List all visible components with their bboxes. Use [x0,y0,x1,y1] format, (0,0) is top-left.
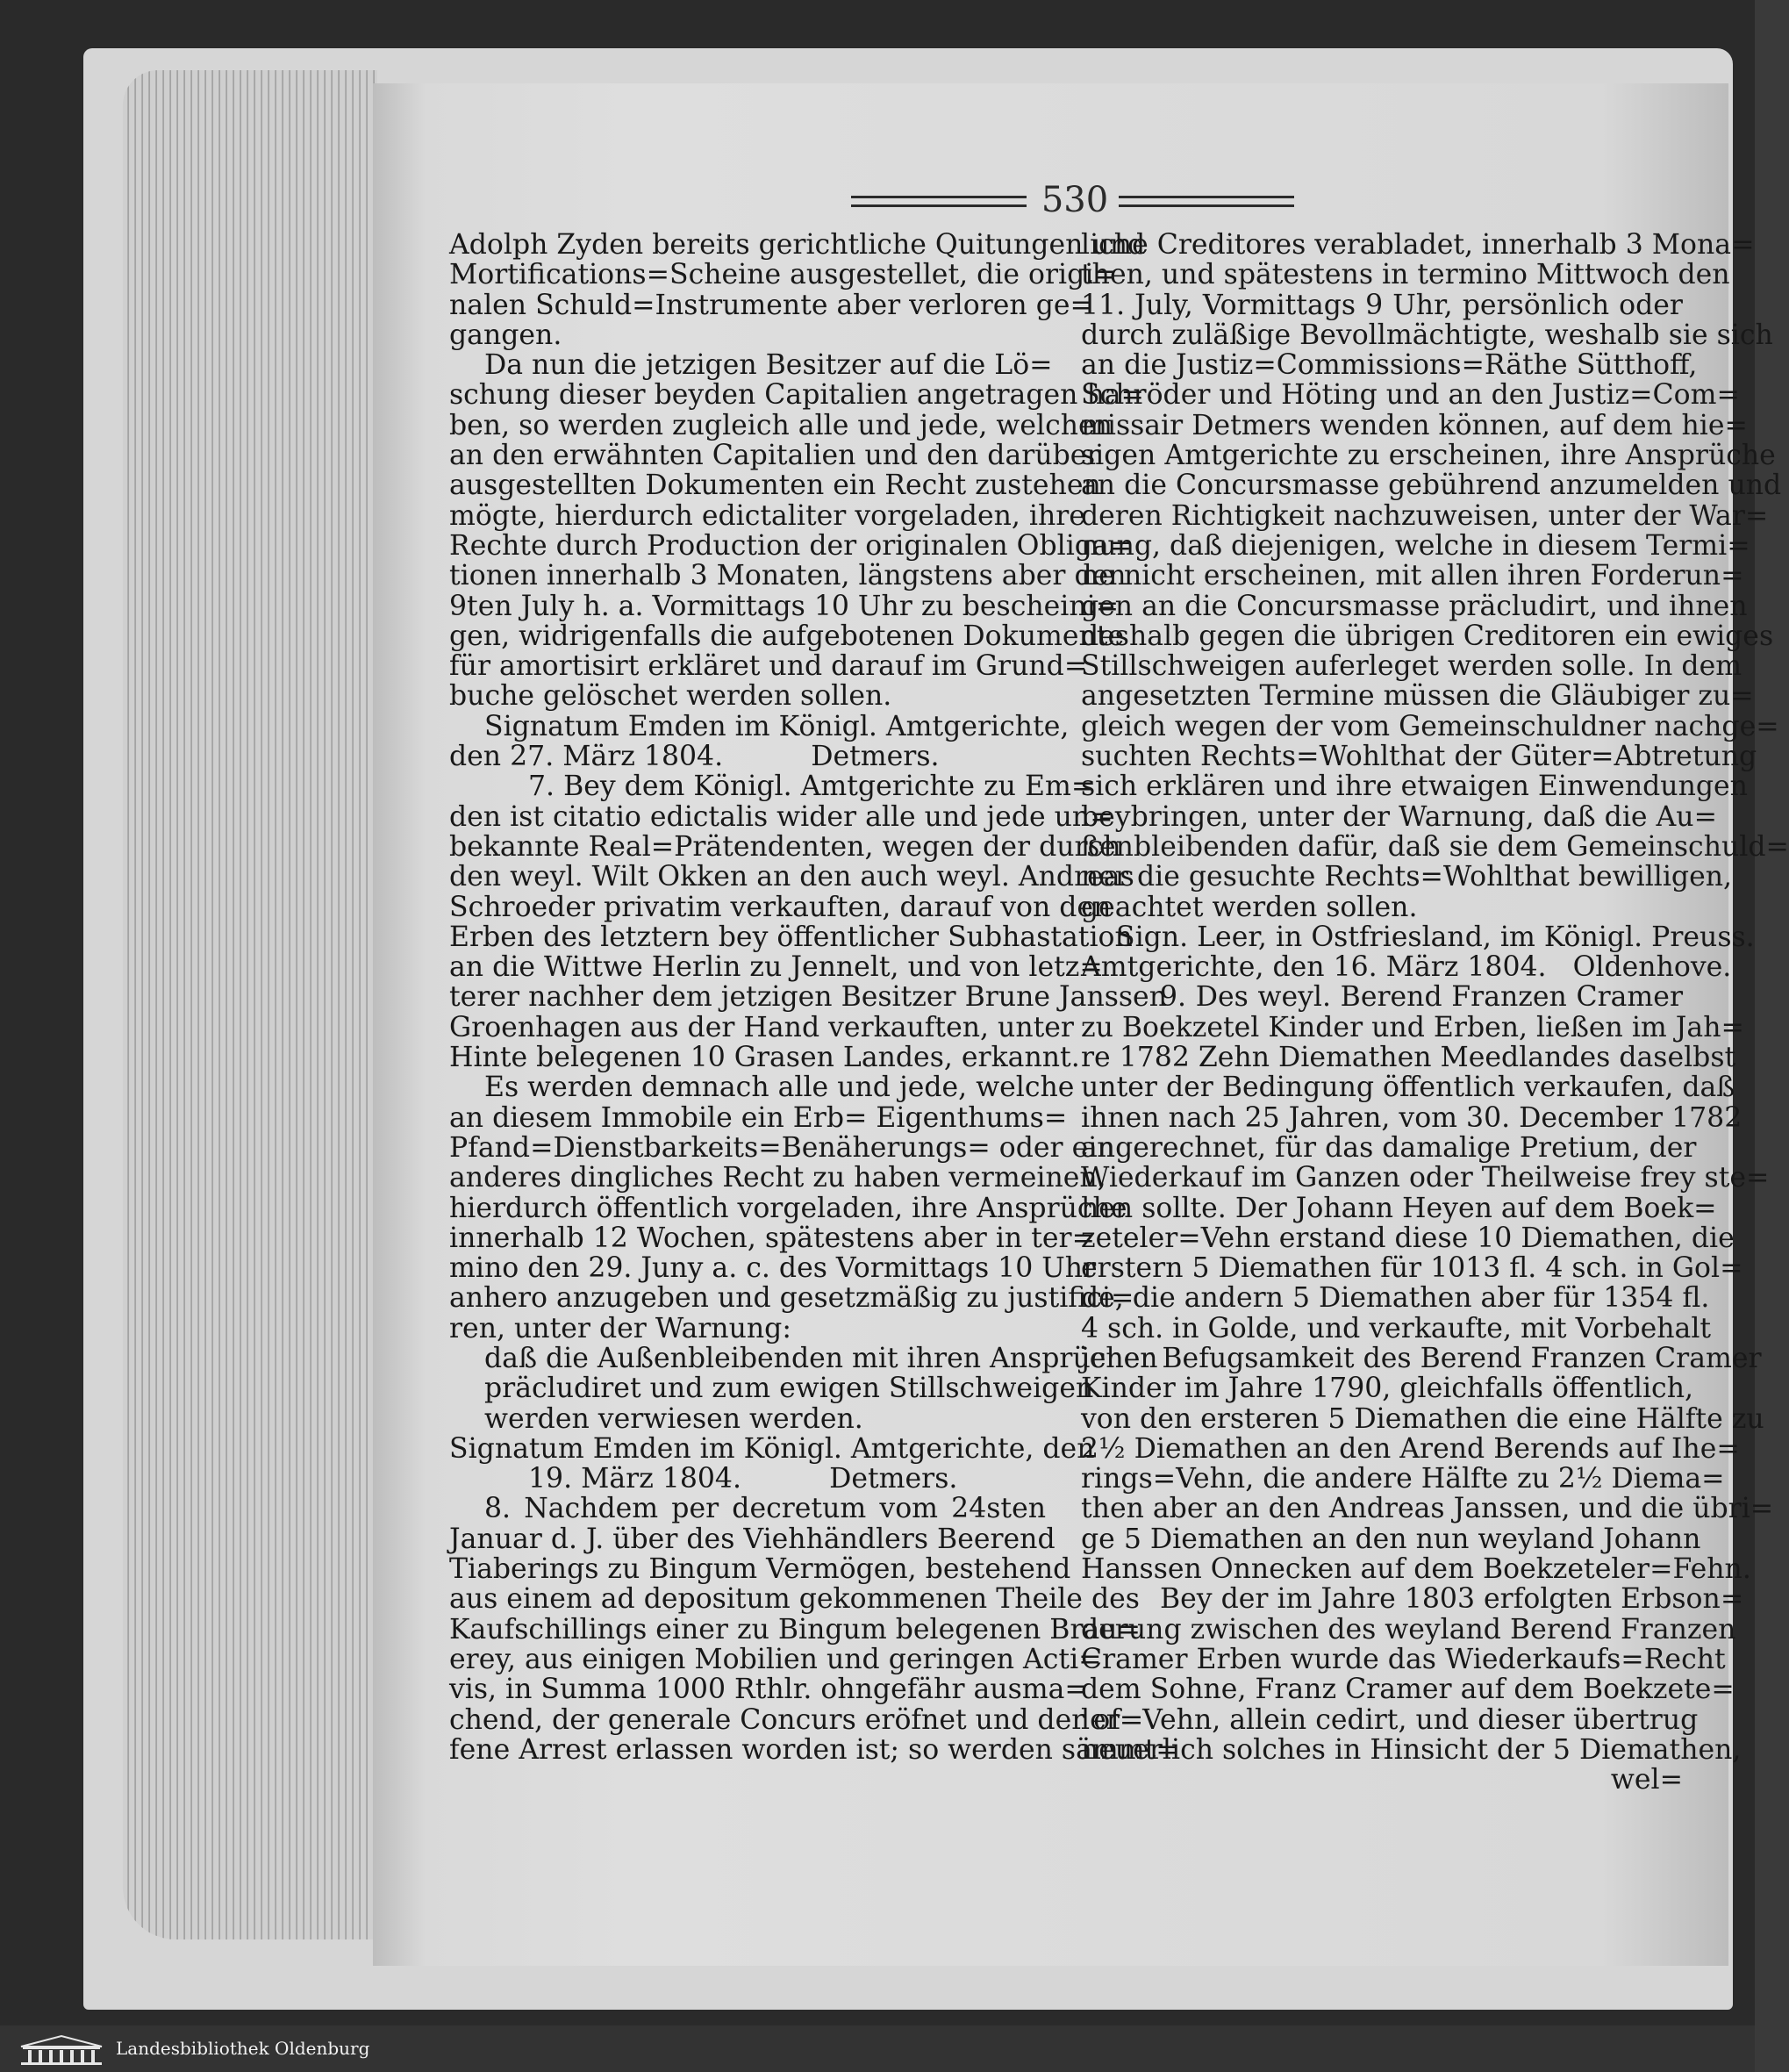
text-line: bekannte Real=Prätendenten, wegen der durch [449,830,1121,863]
text-line: Da nun die jetzigen Besitzer auf die Lö= [484,349,1053,382]
text-line: ßenbleibenden dafür, daß sie dem Gemeinschuld= [1081,830,1789,863]
page-edges [123,70,377,1939]
text-line: anderes dingliches Recht zu haben vermeinen, [449,1162,1106,1194]
text-line: erey, aus einigen Mobilien und geringen Acti= [449,1643,1102,1675]
text-line: aus einem ad depositum gekommenen Theile des [449,1583,1140,1616]
text-line: ne nicht erscheinen, mit allen ihren Forderun= [1081,560,1744,592]
text-line: deren Richtigkeit nachzuweisen, unter der War= [1081,499,1769,532]
text-line: Pfand=Dienstbarkeits=Benäherungs= oder ein [449,1131,1115,1164]
text-line: daß die Außenbleibenden mit ihren Ansprüchen [484,1342,1158,1374]
text-line: werden verwiesen werden. [484,1402,863,1435]
text-line: sigen Amtgerichte zu erscheinen, ihre Ansprüche [1081,440,1776,472]
text-line: für amortisirt erkläret und darauf im Grund= [449,650,1088,683]
text-line: Kinder im Jahre 1790, gleichfalls öffentlich, [1081,1373,1693,1405]
text-line: gen, widrigenfalls die aufgebotenen Dokumente [449,620,1125,652]
text-line: unter der Bedingung öffentlich verkaufen, daß [1081,1072,1735,1104]
text-line: an die Concursmasse gebührend anzumelden und [1081,470,1782,502]
text-line: ler=Vehn, allein cedirt, und dieser übertrug [1081,1703,1699,1736]
page-header [842,180,1299,220]
text-line: de, die andern 5 Diemathen aber für 1354 fl. [1081,1282,1710,1315]
text-line: re 1782 Zehn Diemathen Meedlandes daselbst [1081,1042,1736,1074]
text-line: Stillschweigen auferleget werden solle. In dem [1081,650,1742,683]
signature-line: 19. März 1804. Detmers. [528,1463,958,1495]
text-line: Signatum Emden im Königl. Amtgerichte, den [449,1432,1095,1465]
text-line: Sign. Leer, in Ostfriesland, im Königl. Preuss. [1116,921,1755,953]
text-line: rings=Vehn, die andere Hälfte zu 2½ Diema= [1081,1463,1725,1495]
text-line: tionen innerhalb 3 Monaten, längstens aber den [449,560,1127,592]
text-line: präcludiret und zum ewigen Stillschweigen [484,1373,1094,1405]
text-line: Schröder und Höting und an den Justiz=Com= [1081,379,1740,412]
text-line: an die Wittwe Herlin zu Jennelt, und von letz= [449,951,1103,984]
text-line: liche Creditores verabladet, innerhalb 3 Mona= [1081,229,1755,261]
text-line: hierdurch öffentlich vorgeladen, ihre Ansprüche [449,1192,1127,1224]
text-line: durch zuläßige Bevollmächtigte, weshalb sie sich [1081,319,1773,351]
text-line: ren, unter der Warnung: [449,1312,791,1344]
text-line: 4 sch. in Golde, und verkaufte, mit Vorbehalt [1081,1312,1712,1344]
signature-line: den 27. März 1804. Detmers. [449,741,940,773]
text-line: Rechte durch Production der originalen Obliga= [449,529,1133,562]
text-line: den weyl. Wilt Okken an den auch weyl. Andreas [449,861,1134,893]
left-column [449,229,1179,1766]
catchword: wel= [1610,1764,1683,1796]
text-line: Es werden demnach alle und jede, welche [484,1072,1075,1104]
text-line: zeteler=Vehn erstand diese 10 Diemathen, die [1081,1222,1735,1254]
text-line: hen sollte. Der Johann Heyen auf dem Boek= [1081,1192,1717,1224]
text-line: Cramer Erben wurde das Wiederkaufs=Recht [1081,1643,1726,1675]
library-building-icon [19,2034,104,2066]
text-line: von den ersteren 5 Diemathen die eine Hälfte zu [1081,1402,1764,1435]
text-line: Januar d. J. über des Viehhändlers Beerend [449,1523,1056,1555]
library-name: Landesbibliothek Oldenburg [116,2038,370,2059]
text-line: chend, der generale Concurs eröfnet und der of= [449,1703,1144,1736]
text-line: then aber an den Andreas Janssen, und die übri= [1081,1493,1774,1525]
text-line: mögte, hierdurch edictaliter vorgeladen, ihre [449,499,1085,532]
header-rule-left [851,196,1027,207]
signature-line: Amtgerichte, den 16. März 1804. Oldenhove. [1081,951,1732,984]
text-line: Wiederkauf im Ganzen oder Theilweise frey ste= [1081,1162,1770,1194]
text-line: ihnen nach 25 Jahren, vom 30. December 1782 [1081,1101,1742,1134]
text-line: schung dieser beyden Capitalien angetragen ha= [449,379,1144,412]
text-line: innerhalb 12 Wochen, spätestens aber in ter= [449,1222,1095,1254]
text-line: Erben des letztern bey öffentlicher Subhastation [449,921,1133,953]
text-line: an die Justiz=Commissions=Räthe Sütthoff, [1081,349,1698,382]
header-rule-right [1119,196,1294,207]
text-line: geachtet werden sollen. [1081,891,1418,923]
text-line: 2½ Diemathen an den Arend Berends auf Ihe= [1081,1432,1740,1465]
text-line: then, und spätestens in termino Mittwoch den [1081,259,1730,291]
text-line: zu Boekzetel Kinder und Erben, ließen im Jah= [1081,1011,1744,1043]
text-line: gen an die Concursmasse präcludirt, und ihnen [1081,590,1748,622]
text-line: 9. Des weyl. Berend Franzen Cramer [1160,981,1683,1014]
text-line: 11. July, Vormittags 9 Uhr, persönlich oder [1081,289,1683,321]
text-line: ge 5 Diemathen an den nun weyland Johann [1081,1523,1701,1555]
text-line: erstern 5 Diemathen für 1013 fl. 4 sch. in Gol= [1081,1252,1743,1285]
text-line: Bey der im Jahre 1803 erfolgten Erbson= [1160,1583,1744,1616]
text-line: Hinte belegenen 10 Grasen Landes, erkannt. [449,1042,1080,1074]
text-line: angesetzten Termine müssen die Gläubiger zu= [1081,680,1754,713]
text-line: mino den 29. Juny a. c. des Vormittags 10 Uhr [449,1252,1097,1285]
text-line: fene Arrest erlassen worden ist; so werden sämmt= [449,1733,1179,1766]
text-line: neuerlich solches in Hinsicht der 5 Diemathen, [1081,1733,1742,1766]
text-line: missair Detmers wenden können, auf dem hie= [1081,409,1748,441]
text-line: Tiaberings zu Bingum Vermögen, bestehend [449,1553,1071,1586]
text-line: Kaufschillings einer zu Bingum belegenen Brau= [449,1613,1141,1645]
text-line: Signatum Emden im Königl. Amtgerichte, [484,710,1070,742]
text-line: 7. Bey dem Königl. Amtgerichte zu Em= [528,771,1095,803]
text-line: Adolph Zyden bereits gerichtliche Quitungen und [449,229,1146,261]
text-line: Groenhagen aus der Hand verkauften, unter [449,1011,1074,1043]
text-line: Hanssen Onnecken auf dem Boekzeteler=Fehn. [1081,1553,1751,1586]
text-line: sich erklären und ihre etwaigen Einwendungen [1081,771,1748,803]
text-line: vis, in Summa 1000 Rthlr. ohngefähr ausma= [449,1674,1088,1706]
text-line: nalen Schuld=Instrumente aber verloren ge= [449,289,1093,321]
text-line: dem Sohne, Franz Cramer auf dem Boekzete= [1081,1674,1735,1706]
text-line: deshalb gegen die übrigen Creditoren ein ewiges [1081,620,1774,652]
text-line: terer nachher dem jetzigen Besitzer Brune Janssen [449,981,1167,1014]
text-line: den ist citatio edictalis wider alle und jede un= [449,800,1113,833]
text-line: an diesem Immobile ein Erb= Eigenthums= [449,1101,1068,1134]
text-line: ausgestellten Dokumenten ein Recht zustehen [449,470,1101,502]
text-line: 8. Nachdem per decretum vom 24sten [484,1493,1046,1525]
text-line: ner die gesuchte Rechts=Wohlthat bewilligen, [1081,861,1733,893]
text-line: anhero anzugeben und gesetzmäßig zu justifici= [449,1282,1134,1315]
right-column [1081,229,1789,1796]
text-line: nung, daß diejenigen, welche in diesem Termi= [1081,529,1750,562]
text-line: angerechnet, für das damalige Pretium, der [1081,1131,1697,1164]
text-line: ben, so werden zugleich alle und jede, welchen [449,409,1113,441]
page-number: 530 [1041,180,1109,220]
text-line: gleich wegen der vom Gemeinschuldner nachge= [1081,710,1779,742]
text-line: jener Befugsamkeit des Berend Franzen Cramer [1081,1342,1762,1374]
text-line: gangen. [449,319,562,351]
text-line: an den erwähnten Capitalien und den darüber [449,440,1100,472]
text-line: buche gelöschet werden sollen. [449,680,892,713]
text-line: 9ten July h. a. Vormittags 10 Uhr zu bescheini= [449,590,1120,622]
text-line: Schroeder privatim verkauften, darauf von den [449,891,1112,923]
text-line: beybringen, unter der Warnung, daß die Au= [1081,800,1717,833]
text-line: Mortifications=Scheine ausgestellet, die origi= [449,259,1117,291]
text-line: suchten Rechts=Wohlthat der Güter=Abtretung [1081,741,1757,773]
text-line: derung zwischen des weyland Berend Franzen [1081,1613,1736,1645]
